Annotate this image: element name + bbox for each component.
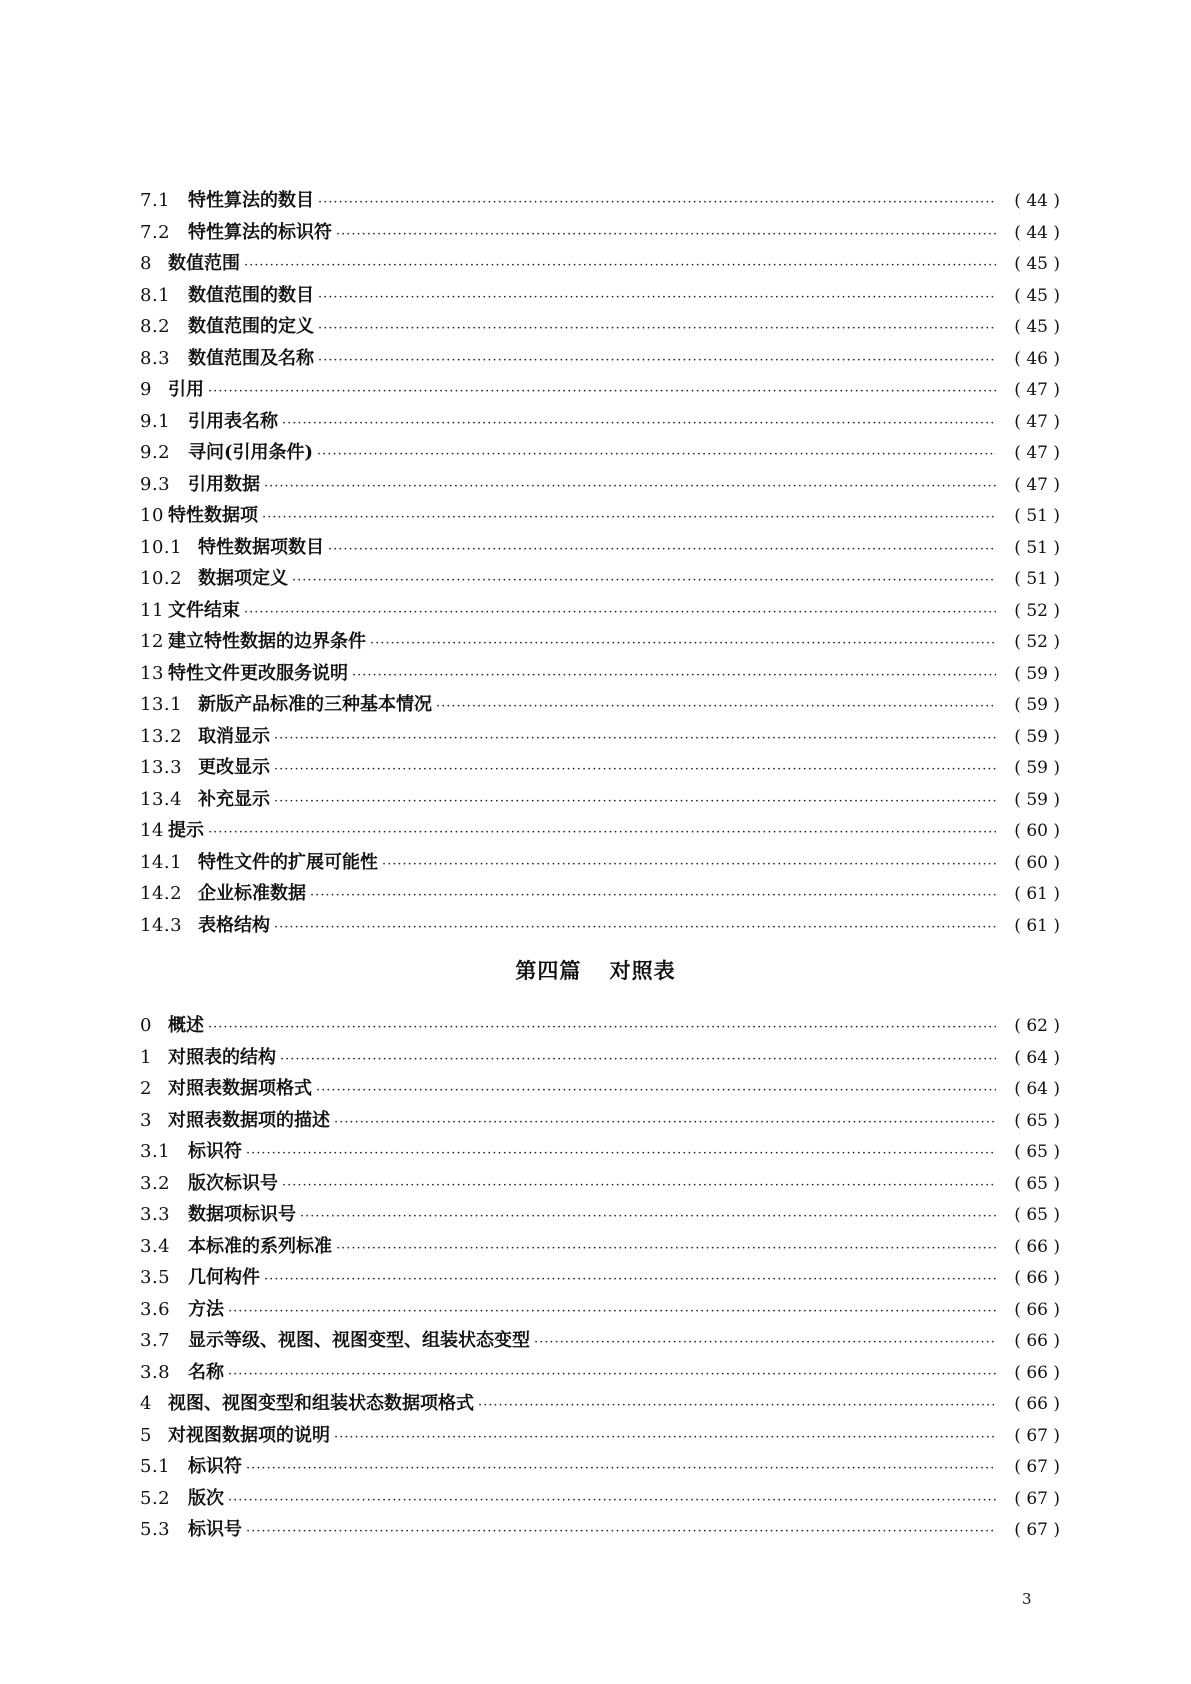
toc-entry-title: 特性算法的数目: [188, 190, 314, 211]
toc-entry-number: 3.6: [140, 1298, 171, 1320]
toc-entry-title: 特性文件更改服务说明: [168, 662, 348, 684]
toc-entry-number: 9: [140, 379, 152, 400]
toc-entry-page: ( 52 ): [1014, 600, 1060, 621]
toc-entry-page: ( 66 ): [1014, 1331, 1060, 1351]
toc-entry: [140, 847, 1060, 879]
toc-dot-leader: [318, 345, 996, 377]
toc-entry-page: ( 51 ): [1014, 569, 1060, 589]
toc-entry-number: 9.1: [140, 410, 171, 432]
toc-entry-title: 数值范围的定义: [188, 316, 314, 337]
toc-dot-leader: [336, 219, 996, 251]
toc-entry-number: 8.3: [140, 347, 171, 369]
toc-dot-leader: [274, 754, 996, 786]
toc-entry-page: ( 47 ): [1014, 474, 1060, 495]
toc-entry-number: 2: [140, 1078, 152, 1099]
toc-entry-title: 补充显示: [198, 788, 270, 810]
toc-entry: [140, 878, 1060, 910]
toc-entry-title: 名称: [188, 1361, 224, 1383]
toc-entry: [140, 910, 1060, 942]
toc-entry: [140, 1483, 1060, 1515]
toc-entry-page: ( 61 ): [1014, 884, 1060, 904]
toc-entry-number: 3: [140, 1109, 152, 1131]
toc-dot-leader: [436, 691, 996, 723]
toc-dot-leader: [317, 439, 996, 471]
toc-dot-leader: [334, 1107, 996, 1139]
toc-entry-page: ( 47 ): [1014, 411, 1060, 432]
toc-entry-title: 取消显示: [198, 725, 270, 747]
toc-entry-number: 10.2: [140, 568, 183, 589]
toc-entry: [140, 532, 1060, 564]
toc-dot-leader: [282, 408, 996, 440]
toc-entry: [140, 1262, 1060, 1294]
toc-dot-leader: [262, 502, 996, 534]
toc-entry: [140, 1420, 1060, 1452]
toc-dot-leader: [310, 880, 996, 912]
toc-entry-title: 数据项定义: [198, 568, 288, 589]
toc-dot-leader: [292, 565, 996, 597]
toc-entry: [140, 280, 1060, 312]
toc-entry-page: ( 67 ): [1014, 1425, 1060, 1446]
toc-entry-number: 8.1: [140, 284, 171, 306]
toc-entry-page: ( 61 ): [1014, 915, 1060, 936]
toc-entry: [140, 343, 1060, 375]
toc-entry-page: ( 62 ): [1014, 1016, 1060, 1036]
toc-entry: [140, 374, 1060, 406]
toc-entry: [140, 185, 1060, 217]
toc-entry-title: 数据项标识号: [188, 1204, 296, 1225]
toc-entry-title: 方法: [188, 1298, 224, 1320]
section-heading: [0, 955, 1191, 985]
toc-entry-page: ( 60 ): [1014, 852, 1060, 873]
toc-entry-title: 概述: [168, 1015, 204, 1036]
toc-entry-page: ( 45 ): [1014, 254, 1060, 274]
toc-entry: [140, 1388, 1060, 1420]
section-title: 对照表: [609, 958, 676, 983]
toc-dot-leader: [264, 471, 996, 503]
toc-entry-number: 13.2: [140, 725, 183, 747]
toc-entry-number: 3.2: [140, 1172, 171, 1194]
toc-entry-number: 7.1: [140, 190, 171, 211]
toc-entry-number: 10: [140, 505, 164, 526]
toc-entry: [140, 1357, 1060, 1389]
toc-entry-number: 12: [140, 631, 164, 652]
toc-entry-number: 13: [140, 662, 164, 684]
toc-entry: [140, 1294, 1060, 1326]
toc-entry: [140, 1073, 1060, 1105]
toc-entry-title: 对照表数据项的描述: [168, 1109, 330, 1131]
toc-entry-title: 提示: [168, 820, 204, 841]
toc-dot-leader: [246, 1453, 996, 1485]
toc-dot-leader: [246, 1138, 996, 1170]
toc-dot-leader: [274, 723, 996, 755]
toc-entry-title: 特性数据项数目: [198, 536, 324, 558]
toc-entry-title: 特性文件的扩展可能性: [198, 851, 378, 873]
toc-entry: [140, 815, 1060, 847]
toc-entry: [140, 626, 1060, 658]
toc-dot-leader: [280, 1044, 996, 1076]
toc-entry: [140, 1451, 1060, 1483]
toc-entry-title: 本标准的系列标准: [188, 1235, 332, 1257]
toc-entry-number: 5.3: [140, 1519, 171, 1540]
toc-dot-leader: [264, 1264, 996, 1296]
toc-entry-page: ( 65 ): [1014, 1173, 1060, 1194]
toc-entry-page: ( 51 ): [1014, 506, 1060, 526]
toc-entry-number: 5: [140, 1424, 152, 1446]
toc-entry-number: 8.2: [140, 316, 171, 337]
table-of-contents-part1: [140, 185, 1060, 941]
toc-entry-page: ( 45 ): [1014, 285, 1060, 306]
toc-entry: [140, 595, 1060, 627]
toc-entry: [140, 1168, 1060, 1200]
toc-entry-title: 引用表名称: [188, 410, 278, 432]
toc-entry-number: 4: [140, 1393, 152, 1414]
toc-entry-number: 5.2: [140, 1487, 171, 1509]
toc-dot-leader: [336, 1233, 996, 1265]
toc-entry-title: 版次: [188, 1487, 224, 1509]
toc-entry-title: 建立特性数据的边界条件: [168, 631, 366, 652]
toc-entry-title: 标识符: [188, 1456, 242, 1477]
toc-entry: [140, 406, 1060, 438]
toc-entry: [140, 1010, 1060, 1042]
toc-dot-leader: [208, 376, 996, 408]
toc-entry-number: 5.1: [140, 1456, 171, 1477]
toc-entry: [140, 437, 1060, 469]
toc-entry-page: ( 60 ): [1014, 821, 1060, 841]
toc-dot-leader: [318, 187, 996, 219]
toc-entry-title: 标识号: [188, 1519, 242, 1540]
toc-dot-leader: [274, 786, 996, 818]
toc-dot-leader: [370, 628, 996, 660]
toc-dot-leader: [228, 1296, 996, 1328]
toc-entry-title: 几何构件: [188, 1267, 260, 1288]
toc-entry-title: 数值范围的数目: [188, 284, 314, 306]
toc-entry-number: 3.7: [140, 1330, 171, 1351]
toc-entry: [140, 784, 1060, 816]
toc-entry-title: 特性算法的标识符: [188, 221, 332, 243]
toc-entry-page: ( 44 ): [1014, 222, 1060, 243]
toc-dot-leader: [246, 1516, 996, 1548]
toc-dot-leader: [316, 1075, 996, 1107]
toc-dot-leader: [300, 1201, 996, 1233]
toc-entry-number: 14.1: [140, 851, 183, 873]
toc-entry-number: 8: [140, 253, 152, 274]
toc-entry-page: ( 44 ): [1014, 191, 1060, 211]
toc-entry-page: ( 46 ): [1014, 348, 1060, 369]
toc-entry-title: 寻问(引用条件): [188, 442, 314, 463]
toc-entry-page: ( 67 ): [1014, 1520, 1060, 1540]
toc-dot-leader: [352, 660, 996, 692]
toc-entry-title: 视图、视图变型和组装状态数据项格式: [168, 1393, 474, 1414]
toc-entry-number: 10.1: [140, 536, 183, 558]
toc-entry-title: 企业标准数据: [198, 883, 306, 904]
toc-entry-number: 3.8: [140, 1361, 171, 1383]
toc-entry-page: ( 67 ): [1014, 1488, 1060, 1509]
toc-entry: [140, 1231, 1060, 1263]
toc-entry-page: ( 66 ): [1014, 1362, 1060, 1383]
toc-entry-number: 11: [140, 599, 164, 621]
toc-entry: [140, 469, 1060, 501]
toc-entry: [140, 1042, 1060, 1074]
toc-entry-number: 3.1: [140, 1141, 171, 1162]
toc-entry-page: ( 64 ): [1014, 1047, 1060, 1068]
toc-entry-title: 特性数据项: [168, 505, 258, 526]
toc-entry: [140, 752, 1060, 784]
toc-entry-page: ( 51 ): [1014, 537, 1060, 558]
toc-entry-page: ( 66 ): [1014, 1236, 1060, 1257]
toc-entry-page: ( 45 ): [1014, 317, 1060, 337]
toc-entry-title: 引用数据: [188, 473, 260, 495]
toc-entry-number: 0: [140, 1015, 152, 1036]
toc-entry-page: ( 65 ): [1014, 1142, 1060, 1162]
toc-entry-page: ( 66 ): [1014, 1268, 1060, 1288]
toc-dot-leader: [318, 282, 996, 314]
toc-entry-title: 引用: [168, 379, 204, 400]
toc-entry-page: ( 59 ): [1014, 663, 1060, 684]
toc-dot-leader: [328, 534, 996, 566]
toc-entry: [140, 1136, 1060, 1168]
toc-dot-leader: [382, 849, 996, 881]
toc-entry-page: ( 47 ): [1014, 443, 1060, 463]
toc-dot-leader: [334, 1422, 996, 1454]
toc-entry-page: ( 47 ): [1014, 380, 1060, 400]
toc-dot-leader: [282, 1170, 996, 1202]
toc-dot-leader: [228, 1485, 996, 1517]
toc-entry-title: 标识符: [188, 1141, 242, 1162]
toc-entry-number: 3.4: [140, 1235, 171, 1257]
toc-entry-title: 数值范围: [168, 253, 240, 274]
toc-entry: [140, 1514, 1060, 1546]
toc-entry-number: 1: [140, 1046, 152, 1068]
toc-entry: [140, 563, 1060, 595]
toc-entry-number: 7.2: [140, 221, 171, 243]
toc-entry-title: 新版产品标准的三种基本情况: [198, 694, 432, 715]
toc-entry-title: 更改显示: [198, 757, 270, 778]
toc-entry: [140, 1105, 1060, 1137]
toc-entry: [140, 721, 1060, 753]
toc-entry-number: 14: [140, 820, 164, 841]
toc-entry: [140, 500, 1060, 532]
toc-dot-leader: [274, 912, 996, 944]
toc-entry-title: 对照表数据项格式: [168, 1078, 312, 1099]
toc-entry-page: ( 59 ): [1014, 726, 1060, 747]
toc-entry: [140, 1325, 1060, 1357]
toc-entry-title: 显示等级、视图、视图变型、组装状态变型: [188, 1330, 530, 1351]
toc-entry-number: 3.3: [140, 1204, 171, 1225]
toc-entry-number: 3.5: [140, 1267, 171, 1288]
section-part-label: 第四篇: [515, 958, 582, 983]
toc-dot-leader: [208, 1012, 996, 1044]
toc-entry-number: 14.2: [140, 883, 183, 904]
toc-entry-title: 对照表的结构: [168, 1046, 276, 1068]
toc-dot-leader: [244, 597, 996, 629]
toc-entry-title: 版次标识号: [188, 1172, 278, 1194]
toc-entry: [140, 658, 1060, 690]
toc-entry-page: ( 67 ): [1014, 1457, 1060, 1477]
toc-entry-title: 数值范围及名称: [188, 347, 314, 369]
toc-entry: [140, 1199, 1060, 1231]
toc-dot-leader: [318, 313, 996, 345]
toc-entry: [140, 311, 1060, 343]
toc-entry-number: 9.3: [140, 473, 171, 495]
toc-entry-number: 9.2: [140, 442, 171, 463]
toc-entry-page: ( 65 ): [1014, 1205, 1060, 1225]
toc-dot-leader: [534, 1327, 996, 1359]
table-of-contents-part2: [140, 1010, 1060, 1546]
toc-dot-leader: [228, 1359, 996, 1391]
toc-entry-number: 13.1: [140, 694, 183, 715]
toc-entry-number: 13.4: [140, 788, 183, 810]
toc-entry: [140, 689, 1060, 721]
toc-entry-number: 13.3: [140, 757, 183, 778]
toc-entry-title: 文件结束: [168, 599, 240, 621]
toc-entry: [140, 248, 1060, 280]
page-number: 3: [1022, 1590, 1032, 1608]
toc-entry-page: ( 66 ): [1014, 1394, 1060, 1414]
toc-entry-page: ( 59 ): [1014, 789, 1060, 810]
toc-entry-page: ( 66 ): [1014, 1299, 1060, 1320]
toc-entry-page: ( 59 ): [1014, 695, 1060, 715]
toc-entry: [140, 217, 1060, 249]
toc-dot-leader: [478, 1390, 996, 1422]
toc-entry-title: 表格结构: [198, 914, 270, 936]
toc-dot-leader: [244, 250, 996, 282]
toc-entry-page: ( 59 ): [1014, 758, 1060, 778]
toc-dot-leader: [208, 817, 996, 849]
toc-entry-number: 14.3: [140, 914, 183, 936]
toc-entry-title: 对视图数据项的说明: [168, 1424, 330, 1446]
toc-entry-page: ( 52 ): [1014, 632, 1060, 652]
toc-entry-page: ( 65 ): [1014, 1110, 1060, 1131]
toc-entry-page: ( 64 ): [1014, 1079, 1060, 1099]
